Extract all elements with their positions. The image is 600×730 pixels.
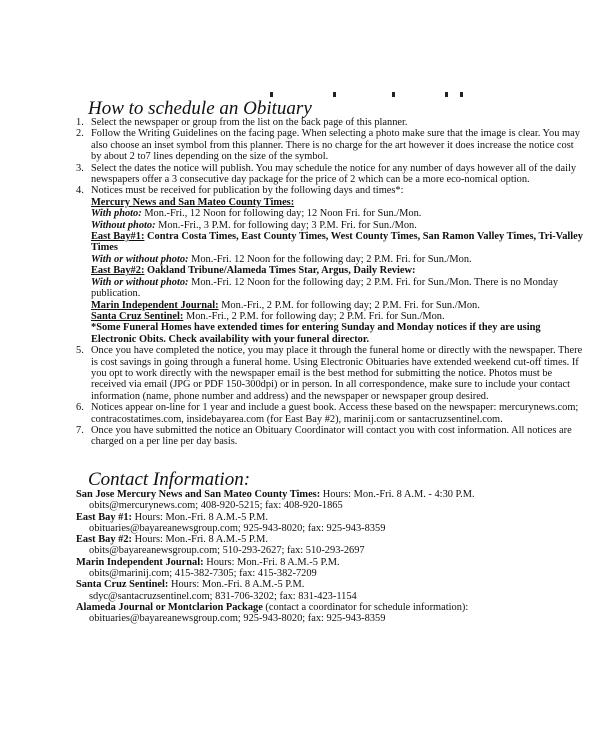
- deadline-eastbay1: East Bay#1: Contra Costa Times, East County Times, West County Times, San Ramon Valley Times, Tri-Valley Times: [91, 231, 583, 254]
- step-1: 1. Select the newspaper or group from the list on the back page of this planner.: [76, 117, 408, 128]
- contact-entry: East Bay #1: Hours: Mon.-Fri. 8 A.M.-5 P.M. obituaries@bayareanewsgroup.com; 925-943-8020; fax: 925-943-8359: [76, 511, 386, 534]
- contact-entry: Alameda Journal or Montclarion Package (contact a coordinator for schedule information): obituaries@bayareanewsgroup.com; 925-943-8020; fax: 925-943-8359: [76, 601, 469, 625]
- deadline-marin: Marin Independent Journal: Mon.-Fri., 2 P.M. for following day; 2 P.M. Fri. for Sun./Mon.: [91, 299, 480, 311]
- deadline-note: *Some Funeral Homes have extended times for entering Sunday and Monday notices if they are using Electronic Obits. Check availability with your funeral director.: [91, 322, 541, 345]
- step-6: 6. Notices appear on-line for 1 year and include a guest book. Access these based on the newspaper: mercurynews.com; contracostatimes.com, insidebayarea.com (for East Bay #2), marinij.com or santacruzsentinel.com.: [76, 402, 579, 425]
- deadline-santacruz: Santa Cruz Sentinel: Mon.-Fri., 2 P.M. for following day; 2 P.M. Fri. for Sun./Mon.: [91, 310, 445, 322]
- deadline-eastbay2: East Bay#2: Oakland Tribune/Alameda Times Star, Argus, Daily Review:: [91, 265, 416, 277]
- step-4: 4. Notices must be received for publication by the following days and times*: Mercury News and San Mateo County Times: With photo: Mon.-Fri., 12 Noon for following day; 12 Noon Fri. for Sun./Mon. Without photo: Mon.-Fri., 3 P.M. for following day; 3 P.M. Fri. for Sun./Mon. East Bay#1: Contra Costa Times, East County Times, West County Times, San Ramon Valley Times, Tri-Valley Times With or without photo: Mon.-Fri. 12 Noon for the following day; 2 P.M. Fri. for Sun./Mon. East Bay#2: Oakland Tribune/Alameda Times Star, Argus, Daily Review: With or without photo: Mon.-Fri. 12 Noon for the following day; 2 P.M. Fri. for Sun./Mon. There is no Monday publication. Marin Independent Journal: Mon.-Fri., 2 P.M. for following day; 2 P.M. Fri. for Sun./Mon. Santa Cruz Sentinel: Mon.-Fri., 2 P.M. for following day; 2 P.M. Fri. for Sun./Mon. *Some Funeral Homes have extended times for entering Sunday and Monday notices if they are using Electronic Obits. Check availability with your funeral director.: [76, 185, 586, 345]
- contact-entry: Marin Independent Journal: Hours: Mon.-Fri. 8 A.M.-5 P.M. obits@marinij.com; 415-382-7305; fax: 415-382-7209: [76, 556, 340, 580]
- contact-entry: San Jose Mercury News and San Mateo County Times: Hours: Mon.-Fri. 8 A.M. - 4:30 P.M. obits@mercurynews.com; 408-920-5215; fax: 408-920-1865: [76, 489, 475, 512]
- step-5: 5. Once you have completed the notice, you may place it through the funeral home or directly with the newspaper. There is cost savings in going through a funeral home. Using Electronic Obituaries have extended weekend cut-off times. If you opt to work directly with the newspaper email is the best method for submitting the notice. Photos must be received via email (JPG or PDF 150-300dpi) or in person. In all correspondence, make sure to include your contact information (name, phone number and address) and the newspaper or newspaper group desired.: [76, 345, 583, 402]
- deadline-mercury: Mercury News and San Mateo County Times:: [91, 196, 295, 208]
- step-2: 2. Follow the Writing Guidelines on the facing page. When selecting a photo make sure that the image is clear. You may also choose an inset symbol from this planner. There is no charge for the art however it does increase the notice cost by about 2 to7 lines depending on the size of the symbol.: [76, 128, 580, 163]
- schedule-heading: How to schedule an Obituary: [88, 98, 312, 119]
- contact-entry: Santa Cruz Sentinel: Hours: Mon.-Fri. 8 A.M.-5 P.M. sdyc@santacruzsentinel.com; 831-706-3202; fax: 831-423-1154: [76, 579, 357, 602]
- contact-list: [76, 489, 591, 625]
- schedule-steps: [76, 117, 586, 448]
- step-3: 3. Select the dates the notice will publish. You may schedule the notice for any number of days however all of the daily newspapers offer a 3 consecutive day package for the price of 2 which can be a more eco-nomical option.: [76, 162, 577, 186]
- contact-entry: East Bay #2: Hours: Mon.-Fri. 8 A.M.-5 P.M. obits@bayareanewsgroup.com; 510-293-2627; fax: 510-293-2697: [76, 534, 365, 557]
- contact-heading: Contact Information:: [88, 469, 251, 490]
- step-7: 7. Once you have submitted the notice an Obituary Coordinator will contact you with cost information. All notices are charged on a per line per day basis.: [76, 424, 572, 448]
